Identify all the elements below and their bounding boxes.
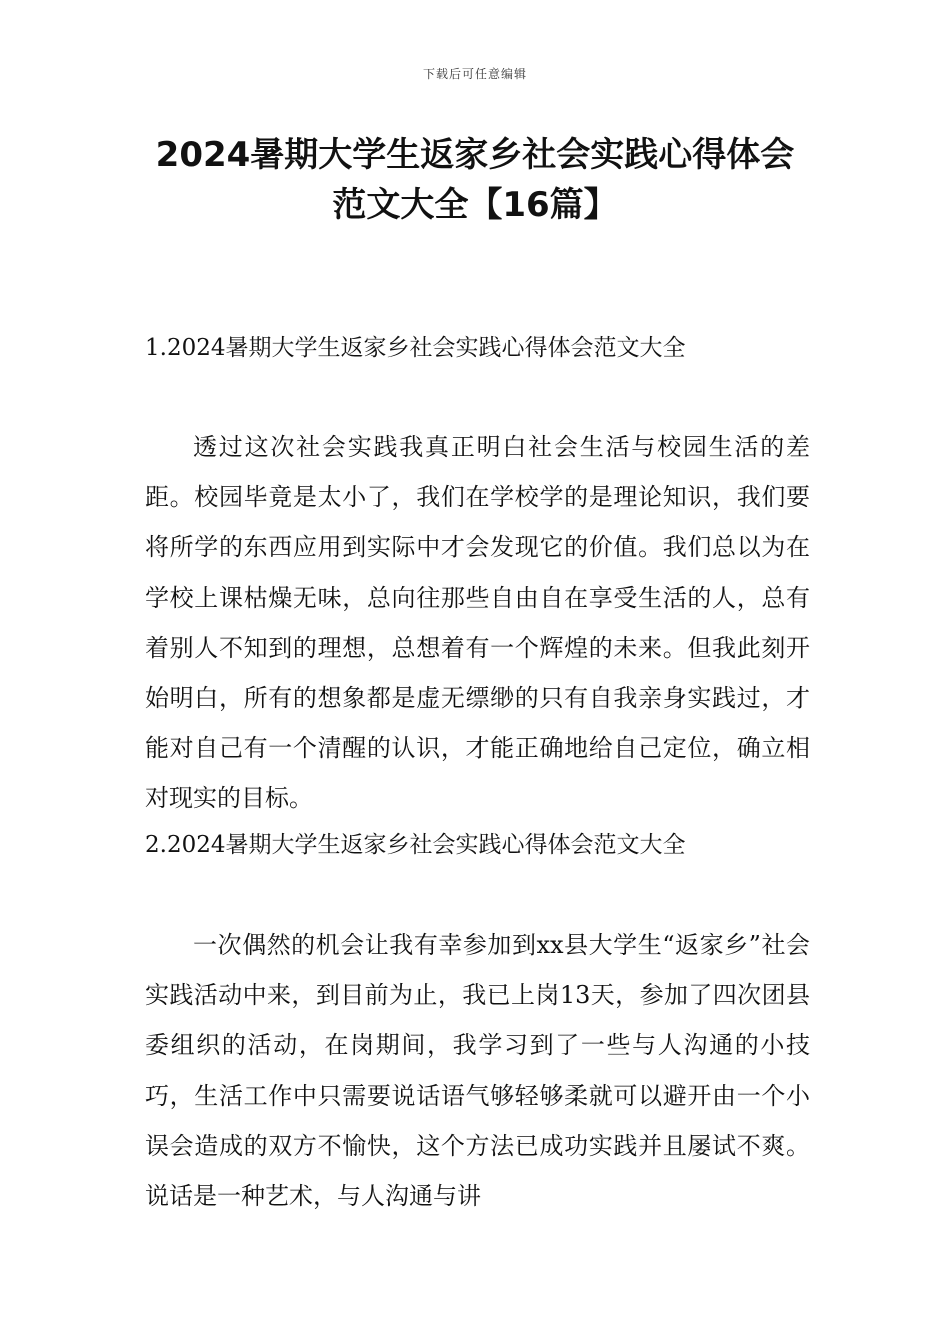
document-title-line-2: 范文大全【16篇】 — [332, 185, 618, 225]
section-heading-2: 2.2024暑期大学生返家乡社会实践心得体会范文大全 — [145, 832, 686, 858]
document-title — [110, 130, 840, 230]
section-heading-1: 1.2024暑期大学生返家乡社会实践心得体会范文大全 — [145, 335, 686, 361]
section-paragraph-2: 一次偶然的机会让我有幸参加到xx县大学生“返家乡”社会实践活动中来，到目前为止，我已上岗13天，参加了四次团县委组织的活动，在岗期间，我学习到了一些与人沟通的小技巧，生活工作中只需要说话语气够轻够柔就可以避开由一个小误会造成的双方不愉快，这个方法已成功实践并且屡试不爽。说话是一种艺术，与人沟通与讲 — [145, 931, 810, 1211]
header-note: 下载后可任意编辑 — [422, 67, 527, 81]
document-title-line-1: 2024暑期大学生返家乡社会实践心得体会 — [155, 135, 795, 175]
section-paragraph-1: 透过这次社会实践我真正明白社会生活与校园生活的差距。校园毕竟是太小了，我们在学校学的是理论知识，我们要将所学的东西应用到实际中才会发现它的价值。我们总以为在学校上课枯燥无味，总向往那些自由自在享受生活的人，总有着别人不知到的理想，总想着有一个辉煌的未来。但我此刻开始明白，所有的想象都是虚无缥缈的只有自我亲身实践过，才能对自己有一个清醒的认识，才能正确地给自己定位，确立相对现实的目标。 — [145, 433, 810, 813]
